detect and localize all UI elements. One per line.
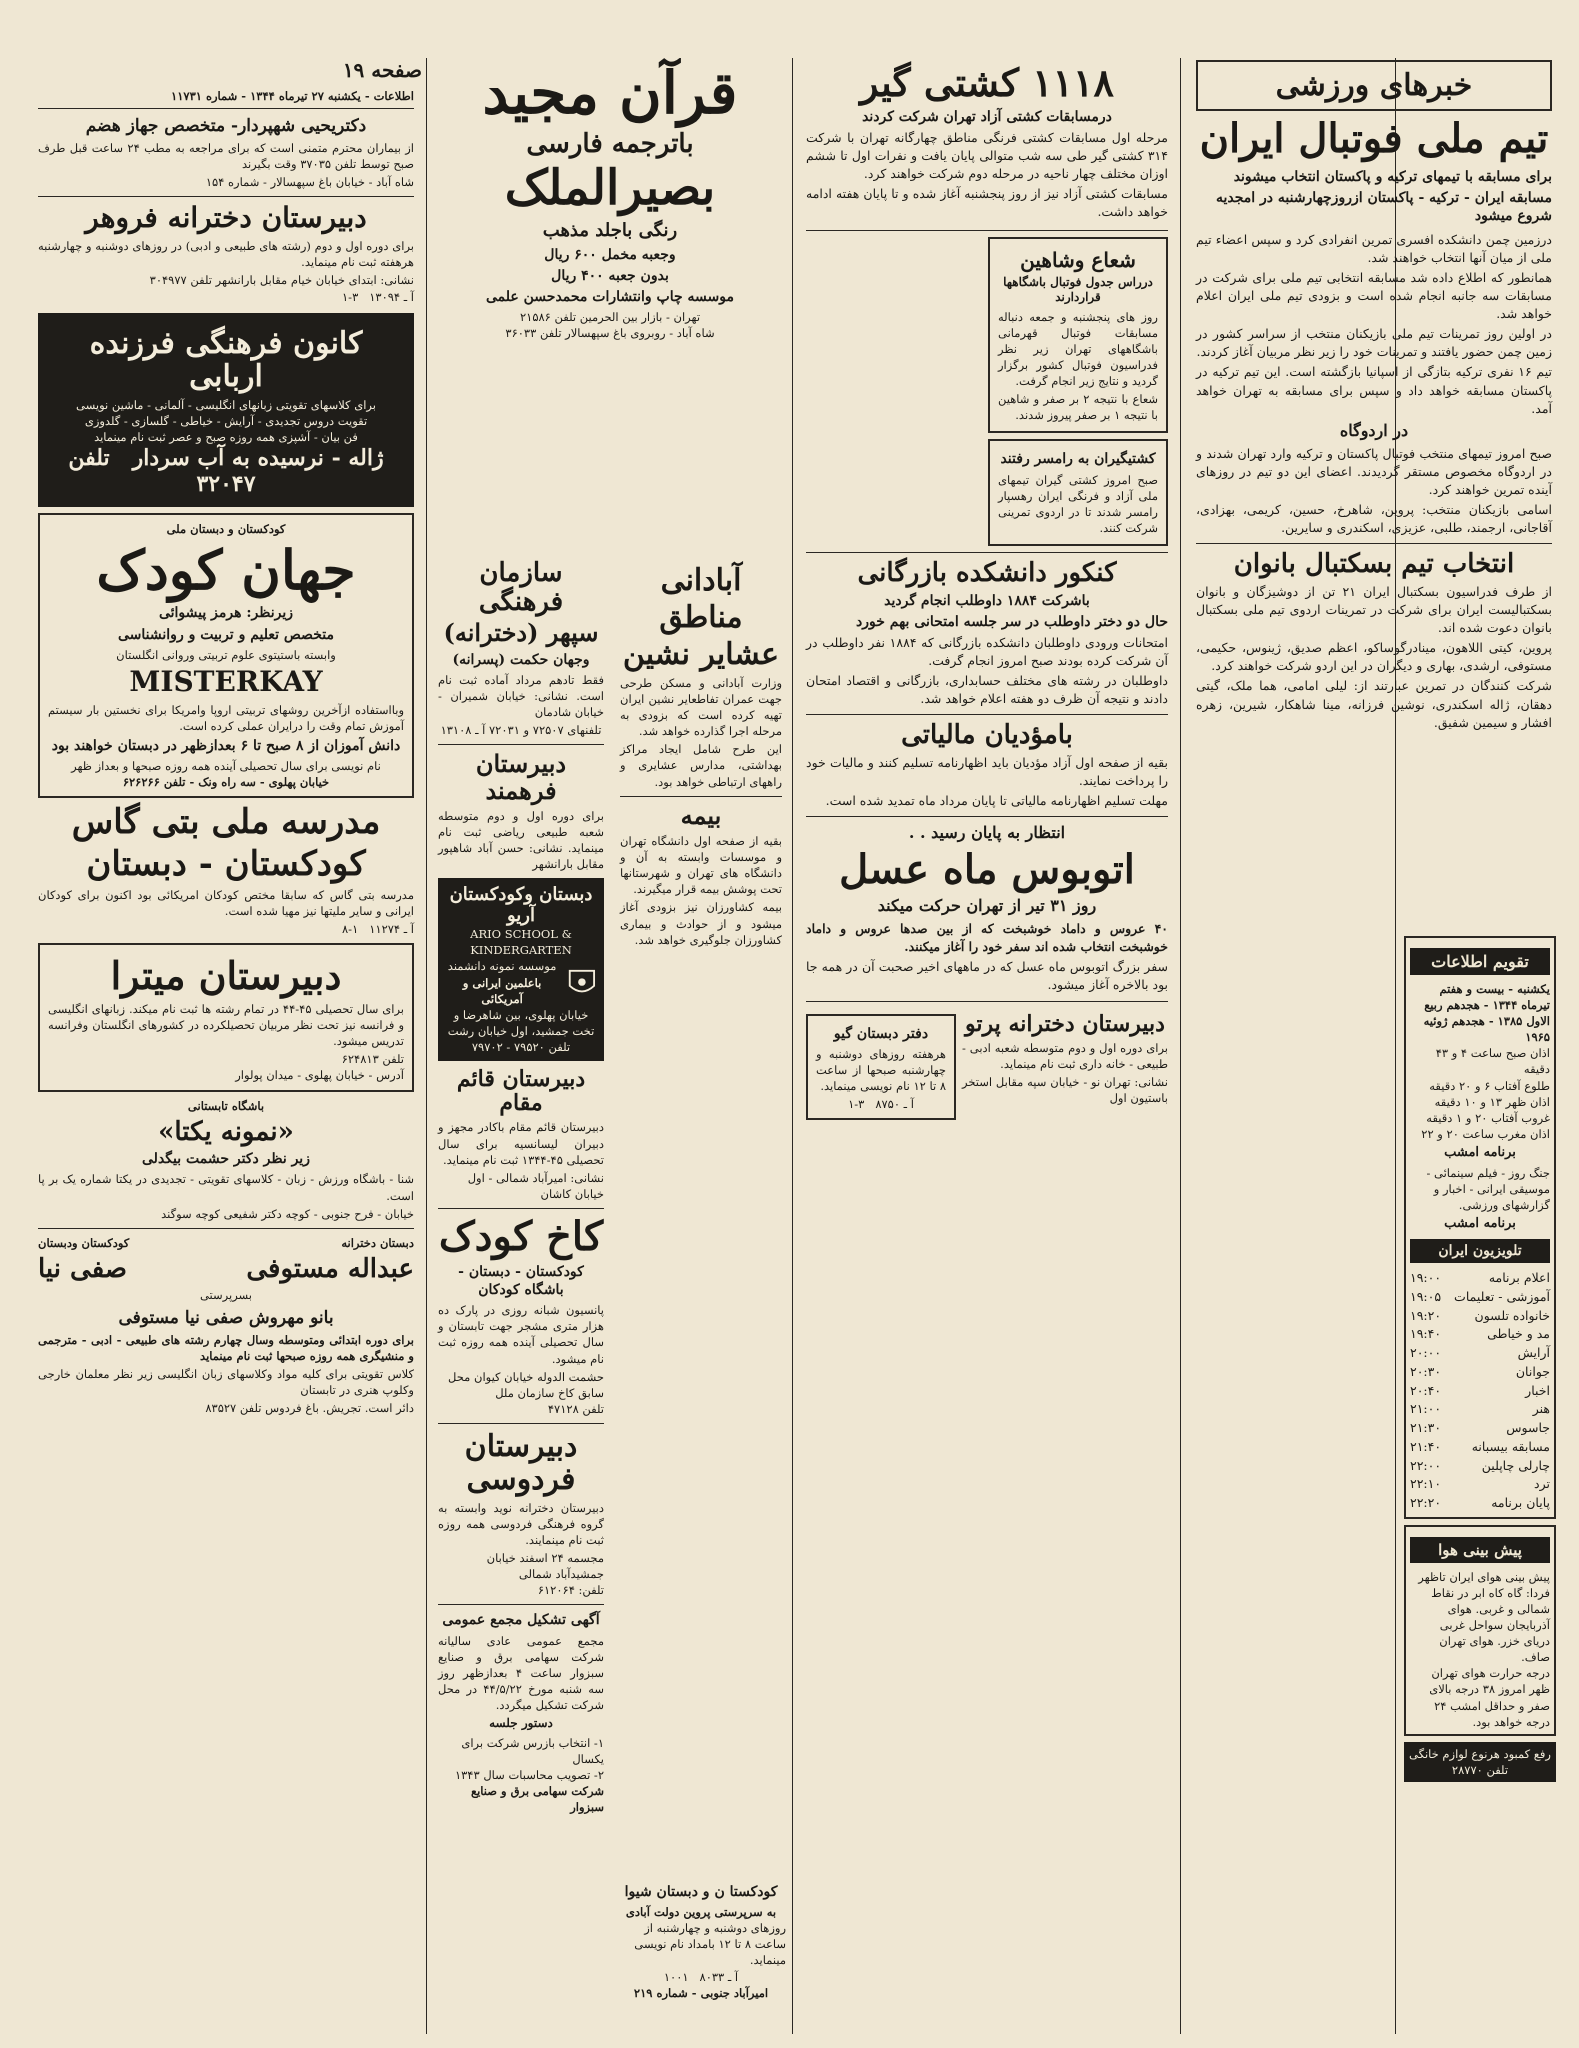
- mitra-address: آدرس - خیابان پهلوی - میدان پولوار: [235, 1068, 404, 1083]
- calendar-time: غروب آفتاب ۲۰ و ۱ دقیقه: [1426, 1110, 1550, 1125]
- tv-item-time: ۲۰:۰۰: [1410, 1345, 1442, 1360]
- page-header: [30, 56, 422, 84]
- wrestlers-mountain-box: [988, 439, 1168, 546]
- tv-item: [1410, 1344, 1550, 1363]
- ferdowsi-address: مجسمه ۲۴ اسفند خیابان جمشیدآباد شمالی: [486, 1551, 604, 1582]
- sepehr-title2: سپهر (دخترانه): [443, 618, 599, 648]
- insurance-body: بقیه از صفحه اول دانشگاه تهران و موسسات وابسته به آن و دانشگاه های تهران و شهرستانها تحت پوشش بیمه قرار میگیرند.: [620, 834, 782, 897]
- tv-item-time: ۲۱:۰۰: [1410, 1401, 1442, 1417]
- assembly-agenda-item: ۲- تصویب محاسبات سال ۱۳۴۳: [454, 1767, 604, 1782]
- quran-subtitle: باترجمه فارسی: [526, 128, 694, 159]
- club-kicker: باشگاه تابستانی: [187, 1098, 265, 1113]
- honeymoon-kicker: انتظار به پایان رسید . .: [908, 823, 1066, 843]
- tv-item-time: ۲۱:۴۰: [1410, 1438, 1442, 1454]
- commerce-body: امتحانات ورودی داوطلبان دانشکده بازرگانی که ۱۸۸۴ نفر داوطلب در آن شرکت کرده بودند صبح امروز انجام گرفت.: [806, 634, 1168, 669]
- mostofi-address: دائر است. تجریش. باغ فردوس تلفن ۸۳۵۲۷: [205, 1400, 414, 1415]
- ario-founder: موسسه نمونه دانشمند: [447, 959, 557, 974]
- kanoon-address: ژاله - نرسیده به آب سردار: [132, 444, 384, 471]
- sepehr-body: فقط تادهم مرداد آماده ثبت نام است. نشانی: خیابان شمیران - خیابان شادمان: [438, 672, 604, 719]
- sepehr-sub: وجهان حکمت (پسرانه): [452, 651, 590, 668]
- club-title: «نمونه یکتا»: [158, 1116, 294, 1147]
- tonight-label: برنامه امشب: [1444, 1144, 1516, 1160]
- jahan-director: زیرنظر: هرمز پیشوائی: [158, 605, 294, 622]
- mostofi-head: بانو مهروش صفی نیا مستوفی: [118, 1307, 334, 1328]
- forouhar-code: آ ـ ۱۳۰۹۴: [369, 289, 414, 304]
- mostofi-kicker: کودکستان ودبستان: [38, 1235, 130, 1250]
- shiva-code2: ۱۰۰۱: [663, 1969, 689, 1984]
- honeymoon-subtitle: روز ۳۱ تیر از تهران حرکت میکند: [877, 896, 1097, 916]
- tv-item-time: ۲۰:۴۰: [1410, 1382, 1442, 1398]
- tv-item-label: چارلی چاپلین: [1481, 1457, 1550, 1473]
- sepehr-phone: تلفنهای ۷۲۵۰۷ و ۷۲۰۳۱ آ ـ ۱۳۱۰۸: [440, 723, 602, 738]
- mostofi-name: صفی نیا: [38, 1253, 127, 1284]
- commerce-bullet: حال دو دختر داوطلب در سر جلسه امتحانی بهم خورد: [856, 613, 1168, 630]
- jahan-kicker: کودکستان و دبستان ملی: [166, 521, 286, 536]
- quran-publisher: موسسه چاپ وانتشارات محمدحسن علمی: [486, 288, 734, 305]
- tv-item-time: ۲۱:۳۰: [1410, 1420, 1442, 1435]
- quran-address: شاه آباد - روبروی باغ سپهسالار تلفن ۳۶۰۳۳: [505, 326, 715, 341]
- sports-column: خبرهای ورزشی تیم ملی فوتبال ایران برای مسابقه با تیمهای ترکیه و پاکستان انتخاب میشوند مسابقه ایران - ترکیه - پاکستان ازروزچهارشنبه در امجدیه شروع میشود درزمین چمن دانشکده افسری تمرین انفرادی کرد و سپس اعضاء تیم ملی از میان آنها انتخاب خواهند شد. همانطور که اطلاع داده شد مسابقه انتخابی تیم ملی برای شرکت در مسابقات سه جانبه انجام شده است و بزودی تیم ملی ایران اعلام خواهد شد. در اولین روز تمرینات تیم ملی بازیکنان منتخب از سراسر کشور در زمین چمن حضور یافتند و تمرینات خود را زیر نظر مربیان آغاز کردند. تیم ۱۶ نفری ترکیه بتازگی از اسپانیا بازگشته است. این تیم ترکیه در پاکستان مسابقه خواهد داد و سپس برای مسابقه به تهران خواهد آمد. در اردوگاه صبح امروز تیمهای منتخب فوتبال پاکستان و ترکیه وارد تهران شدند و در اردوگاه مخصوص مستقر گردیدند. اعضای این دو تیم در روزهای آینده تمرین خواهند کرد. اسامی بازیکنان منتخب: پروین، شاهرخ، حسین، کریمی، بهزادی، آقاجانی، ارجمند، طلبی، عزیزی، اسکندری و سایرین. انتخاب تیم بسکتبال بانوان از طرف فدراسیون بسکتبال ایران ۲۱ تن از دوشیزگان و بانوان بسکتبالیست ایران برای شرکت در تمرینات اردوی تیم ملی بسکتبال بانوان دعوت شده اند. پروین، کیتی اللاهون، مینادرگوساکو، اعظم صدیق، ژینوس، حکیمی، مستوفی، ارشدی، بهاری و دیگران در این اردو شرکت خواهند کرد. شرکت کنندگان در تمرین عبارتند از: لیلی امامی، هما ملک، گیتی دهقان، ژاله اسکندری، نوشین فرزانه، مینا شاهکار، شیرین، زهره افشار و سیمین شفیق.: [1188, 56, 1560, 2036]
- football-table-subtitle: درراس جدول فوتبال باشگاهها قراردارند: [1003, 274, 1153, 305]
- assembly-signer: شرکت سهامی برق و صنایع سبزوار: [470, 1784, 604, 1815]
- betty-code: آ ـ ۱۱۲۷۴: [369, 922, 414, 937]
- calendar-time: اذان صبح ساعت ۴ و ۴۳ دقیقه: [1435, 1046, 1550, 1077]
- calendar-time: اذان مغرب ساعت ۲۰ و ۲۲: [1421, 1126, 1550, 1141]
- tv-item-label: هنر: [1532, 1401, 1550, 1417]
- jahan-latin: MISTERKAY: [129, 664, 323, 698]
- perto-body: برای دوره اول و دوم متوسطه شعبه ادبی - طبیعی - خانه داری ثبت نام مینماید.: [962, 1040, 1168, 1071]
- calendar-column: [1400, 930, 1560, 2036]
- club-director: زیر نظر دکتر حشمت بیگدلی: [142, 1151, 310, 1168]
- qaem-body: دبیرستان قائم مقام باکادر مجهز و دبیران لیسانسیه برای سال تحصیلی ۴۵-۱۳۴۴ ثبت نام مینماید.: [438, 1120, 604, 1167]
- sepehr-title: سازمان فرهنگی: [478, 558, 564, 617]
- shiva-body: روزهای دوشنبه و چهارشنبه از ساعت ۸ تا ۱۲ بامداد نام نویسی مینماید.: [634, 1921, 786, 1968]
- tv-item: [1410, 1288, 1550, 1307]
- jahan-body: وبااستفاده ازآخرین روشهای تربیتی اروپا وامریکا برای نخستین بار سیستم آموزش تمام وقت را درایران عملی کرده است.: [48, 702, 404, 733]
- mostofi-body: برای دوره ابتدائی ومتوسطه وسال چهارم رشته های طبیعی - ادبی - مترجمی و منشیگری همه روزه صبحها ثبت نام مینماید: [38, 1332, 414, 1363]
- commerce-subtitle: باشرکت ۱۸۸۴ داوطلب انجام گردید: [884, 592, 1090, 609]
- tv-item-label: آموزشی - تعلیمات: [1454, 1288, 1550, 1304]
- insurance-title: بیمه: [680, 800, 722, 830]
- ario-teachers: باعلمین ایرانی و آمریکائی: [462, 975, 542, 1006]
- mitra-body: برای سال تحصیلی ۴۵-۴۴ در تمام رشته ها ثبت نام میکند. زبانهای انگلیسی و فرانسه نیز تحت نظر مربیان تحصیلکرده در کشورهای انگلستان وفرانسه تدریس میشود.: [48, 1002, 404, 1049]
- yahya-title: دکتریحیی شهپردار- متخصص جهاز هضم: [85, 116, 367, 137]
- ario-phone: تلفن ۷۹۵۲۰ - ۷۹۷۰۲: [471, 1039, 571, 1054]
- wrestlers-mountain-title: کشتیگیران به رامسر رفتند: [1000, 451, 1156, 468]
- tv-item-time: ۲۰:۳۰: [1410, 1363, 1442, 1379]
- quran-address: تهران - بازار بین الحرمین تلفن ۲۱۵۸۶: [519, 310, 701, 325]
- club-body: شنا - باشگاه ورزش - زبان - کلاسهای تقویتی - تجدیدی در یکتا شماره یک بر پا است.: [38, 1172, 414, 1203]
- giv-title: دفتر دبستان گیو: [833, 1025, 929, 1042]
- quran-box-plain: بدون جعبه ۴۰۰ ریال: [551, 267, 669, 284]
- quran-translator: بصیرالملک: [504, 160, 716, 217]
- tv-item: [1410, 1382, 1550, 1401]
- tv-item-label: اخبار: [1525, 1382, 1550, 1398]
- tv-item-time: ۱۹:۰۵: [1410, 1288, 1442, 1304]
- mitra-ad: [38, 943, 414, 1091]
- tv-item-label: جاسوس: [1506, 1420, 1550, 1435]
- mostofi-kicker: دبستان دخترانه: [341, 1235, 414, 1250]
- page-number: صفحه ۱۹: [342, 58, 422, 82]
- yahya-body: از بیماران محترم متمنی است که برای مراجعه به مطب ۲۴ ساعت قبل طرف صبح توسط تلفن ۳۷۰۳۵ وقت بگیرند: [38, 141, 414, 172]
- nomads-headline: آبادانی: [660, 563, 742, 598]
- tv-schedule: [1410, 1269, 1550, 1513]
- calendar-day: یکشنبه - بیست و هفتم تیرماه ۱۳۴۴ - هجدهم ربیع الاول ۱۳۸۵ - هجدهم ژوئیه ۱۹۶۵: [1423, 982, 1550, 1045]
- forouhar-body: برای دوره اول و دوم (رشته های طبیعی و ادبی) در روزهای دوشنبه و چهارشنبه هرهفته ثبت نام مینماید.: [38, 239, 414, 270]
- tv-item-time: ۱۹:۰۰: [1410, 1270, 1442, 1285]
- commerce-title: کنکور دانشکده بازرگانی: [857, 558, 1117, 589]
- wrestling-headline: ۱۱۱۸ کشتی گیر: [860, 60, 1114, 105]
- kanoon-line: فن بیان - آشپزی همه روزه صبح و عصر ثبت نام مینماید: [94, 429, 358, 444]
- giv-code: آ ـ ۸۷۵۰: [875, 1097, 914, 1112]
- honeymoon-title: اتوبوس ماه عسل: [839, 846, 1135, 894]
- weather-box: پیش بینی هوا پیش بینی هوای ایران تاظهر فردا: گاه کاه ابر در نقاط شمالی و غربی. هوای آذربایجان سواحل غربی دریای خزر. هوای تهران صاف. درجه حرارت هوای تهران ظهر امروز ۳۸ درجه بالای صفر و حداقل امشب ۲۴ درجه خواهد بود.: [1404, 1525, 1556, 1736]
- school-ads-column: [432, 555, 610, 2036]
- calendar-time: اذان ظهر ۱۳ و ۱۰ دقیقه: [1434, 1094, 1550, 1109]
- ferdowsi-title: دبیرستان فردوسی: [464, 1428, 578, 1497]
- mitra-title: دبیرستان میترا: [110, 953, 342, 999]
- jahan-hours: دانش آموزان از ۸ صبح تا ۶ بعدازظهر در دبستان خواهند بود: [51, 737, 401, 754]
- ario-latin: ARIO SCHOOL & KINDERGARTEN: [470, 927, 572, 958]
- tv-item-label: اعلام برنامه: [1488, 1270, 1550, 1285]
- kanoon-title: کانون فرهنگی فرزنده اربابی: [89, 325, 363, 394]
- quran-box-velvet: وجعبه مخمل ۶۰۰ ریال: [544, 246, 676, 263]
- club-address: خیابان - فرح جنوبی - کوچه دکتر شفیعی کوچه سوگند: [161, 1206, 414, 1221]
- kakh-body: پانسیون شبانه روزی در پارک ده هزار متری مشجر جهت تابستان و سال تحصیلی آینده همه روزه ثبت نام میشود.: [438, 1303, 604, 1366]
- appliance-ad: [1404, 1742, 1556, 1782]
- kakh-title: کاخ کودک: [438, 1212, 604, 1260]
- tv-item: [1410, 1400, 1550, 1419]
- nomads-column: آبادانی مناطق عشایر نشین وزارت آبادانی و مسکن طرحی جهت عمران تفاطعایر نشین ایران تهیه کرده است که بزودی به مرحله اجرا گذارده خواهد شد. این طرح شامل ایجاد مراکز بهداشتی، مدارس عشایری و راههای ارتباطی خواهد بود. بیمه بقیه از صفحه اول دانشگاه تهران و موسسات وابسته به آن و دانشگاه های تهران و شهرستانها تحت پوشش بیمه قرار میگیرند. بیمه کشاورزان نیز بزودی آغاز میشود و از حوادث و بیماری کشاورزان جلوگیری خواهد شد.: [620, 563, 782, 947]
- tv-item: [1410, 1475, 1550, 1494]
- farahmand-title: دبیرستان فرهمند: [475, 749, 567, 805]
- tv-item: [1410, 1363, 1550, 1382]
- basketball-body: از طرف فدراسیون بسکتبال ایران ۲۱ تن از دوشیزگان و بانوان بسکتبالیست ایران برای شرکت در تمرینات اردوی تیم ملی بسکتبال بانوان دعوت شده اند.: [1196, 583, 1553, 636]
- sports-section-box: [1196, 60, 1552, 111]
- giv-code2: ۳-۱: [848, 1097, 865, 1112]
- quran-title: قرآن مجید: [482, 59, 738, 127]
- mitra-phone: تلفن ۶۲۴۸۱۳: [341, 1052, 404, 1067]
- tv-item: [1410, 1307, 1550, 1326]
- column-rule: [426, 58, 427, 2034]
- nomads-headline: عشایر نشین: [622, 637, 780, 672]
- ferdowsi-phone: تلفن: ۶۱۲۰۶۴: [537, 1583, 604, 1598]
- sports-bullet: برای مسابقه با تیمهای ترکیه و پاکستان انتخاب میشوند: [1233, 169, 1552, 185]
- assembly-agenda-item: ۱- انتخاب بازرس شرکت برای یکسال: [461, 1735, 604, 1766]
- weather-body: پیش بینی هوای ایران تاظهر فردا: گاه کاه ابر در نقاط شمالی و غربی. هوای آذربایجان سواحل غربی دریای خزر. هوای تهران صاف.: [1418, 1569, 1550, 1665]
- assembly-agenda-title: دستور جلسه: [489, 1716, 553, 1731]
- taxpayers-title: بامؤدیان مالیاتی: [901, 720, 1073, 751]
- tv-item: [1410, 1457, 1550, 1476]
- news-column: ۱۱۱۸ کشتی گیر درمسابقات کشتی آزاد تهران شرکت کردند مرحله اول مسابقات کشتی فرنگی مناطق چهارگانه تهران با شرکت ۳۱۴ کشتی گیر طی سه شب متوالی پایان یافت و نفرات اول تا ششم اوزان مختلف چهار ناحیه در مرحله دوم شرکت خواهند کرد. مسابقات کشتی آزاد نیز از روز پنجشنبه آغاز شده و تا پایان هفته ادامه خواهد داشت. شعاع وشاهین درراس جدول فوتبال باشگاهها قراردارند روز های پنجشنبه و جمعه دنباله مسابقات فوتبال قهرمانی باشگاههای تهران زیر نظر فدراسیون فوتبال کشور برگزار گردید و نتایج زیر انجام گرفت. شعاع با نتیجه ۲ بر صفر و شاهین با نتیجه ۱ بر صفر پیروز شدند. کشتیگیران به رامسر رفتند صبح امروز کشتی گیران تیمهای ملی آزاد و فرنگی ایران رهسپار رامسر شدند تا در اردوی تمرینی شرکت کنند. کنکور دانشکده بازرگانی باشرکت ۱۸۸۴ داوطلب انجام گردید حال دو دختر داوطلب در سر جلسه امتحانی بهم خورد امتحانات ورودی داوطلبان دانشکده بازرگانی که ۱۸۸۴ نفر داوطلب در آن شرکت کرده بودند صبح امروز انجام گرفت. داوطلبان در رشته های مختلف حسابداری، بازرگانی و اقتصاد امتحان دادند و نتیجه آن ظرف دو هفته اعلام خواهد شد. بامؤدیان مالیاتی بقیه از صفحه اول آزاد مؤدیان باید اظهارنامه تسلیم کنند و مالیات خود را پرداخت نمایند. مهلت تسلیم اظهارنامه مالیاتی تا پایان مرداد ماه تمدید شده است. انتظار به پایان رسید . . اتوبوس ماه عسل روز ۳۱ تیر از تهران حرکت میکند ۴۰ عروس و داماد خوشبخت که از بین صدها عروس و داماد خوشبخت انتخاب شده اند سفر خود را آغاز میکنند. سفر بزرگ اتوبوس ماه عسل که در ماههای اخیر صحبت آن در همه جا بود بالاخره آغاز میشود. دبیرستان دخترانه پرتو برای دوره اول و دوم متوسطه شعبه ادبی - طبیعی - خانه داری ثبت نام مینماید. نشانی: تهران نو - خیابان سپه مقابل استخر باستیون اول دفتر دبستان گیو هرهفته روزهای دوشنبه و چهارشنبه صبحها از ساعت ۸ تا ۱۲ نام نویسی مینماید. آ ـ ۸۷۵۰ ۳-۱: [798, 58, 1176, 2036]
- wrestling-body: مرحله اول مسابقات کشتی فرنگی مناطق چهارگانه تهران با شرکت ۳۱۴ کشتی گیر طی سه شب متوالی پایان یافت و نفرات اول تا ششم اوزان مختلف چهار ناحیه در مرحله دوم شرکت خواهند کرد.: [806, 129, 1168, 182]
- quran-ad: [432, 58, 788, 548]
- shiva-sub: به سرپرستی پروین دولت آبادی: [625, 1905, 777, 1920]
- training-title: در اردوگاه: [1339, 420, 1409, 440]
- mostofi-name: عبداله مستوفی: [246, 1253, 414, 1284]
- jahan-spec: متخصص تعلیم و تربیت و روانشناسی: [118, 626, 334, 643]
- forouhar-address: نشانی: ابتدای خیابان خیام مقابل بارانشهر تلفن ۳۰۴۹۷۷: [149, 273, 414, 288]
- ario-emblem-icon: [566, 966, 598, 1000]
- taxpayers-body: بقیه از صفحه اول آزاد مؤدیان باید اظهارنامه تسلیم کنند و مالیات خود را پرداخت نمایند.: [806, 755, 1168, 789]
- football-table-title: شعاع وشاهین: [1020, 247, 1136, 272]
- giv-body: هرهفته روزهای دوشنبه و چهارشنبه صبحها از ساعت ۸ تا ۱۲ نام نویسی مینماید.: [816, 1046, 946, 1093]
- calendar-box: تقویم اطلاعات یکشنبه - بیست و هفتم تیرماه ۱۳۴۴ - هجدهم ربیع الاول ۱۳۸۵ - هجدهم ژوئیه ۱۹۶۵ اذان صبح ساعت ۴ و ۴۳ دقیقه طلوع آفتاب ۶ و ۲۰ دقیقه اذان ظهر ۱۳ و ۱۰ دقیقه غروب آفتاب ۲۰ و ۱ دقیقه اذان مغرب ساعت ۲۰ و ۲۲ برنامه امشب جنگ روز - فیلم سینمائی - موسیقی ایرانی - اخبار و گزارشهای ورزشی. برنامه امشب تلویزیون ایران اعلام برنامه ۱۹:۰۰ آموزشی - تعلیمات ۱۹:۰۵ خانواده تلسون ۱۹:۲۰ مد و خیاطی ۱۹:۴۰ آرایش ۲۰:۰۰ جوانان ۲۰:۳۰ اخبار ۲۰:۴۰ هنر ۲۱:۰۰ جاسوس ۲۱:۳۰ مسابقه بیسبانه ۲۱:۴۰ چارلی چاپلین ۲۲:۰۰ ترد ۲۲:۱۰ پایان برنامه ۲۲:۲۰: [1404, 936, 1556, 1519]
- wrestlers-mountain-body: صبح امروز کشتی گیران تیمهای ملی آزاد و فرنگی ایران رهسپار رامسر شدند تا در اردوی تمرینی شرکت کنند.: [998, 472, 1158, 535]
- tv-item-label: پایان برنامه: [1491, 1495, 1550, 1510]
- mostofi-extra: کلاس تقویتی برای کلیه مواد وکلاسهای زبان انگلیسی زیر نظر معلمان خارجی وکلوپ هنری در تابستان: [38, 1366, 414, 1397]
- shiva-ad: [612, 1880, 790, 2036]
- mostofi-supervision: بسرپرستی: [199, 1288, 253, 1303]
- betty-title: مدرسه ملی بتی گاس: [71, 802, 381, 843]
- jahan-ad: [38, 513, 414, 798]
- date-line: اطلاعات - یکشنبه ۲۷ تیرماه ۱۳۴۴ - شماره ۱۱۷۳۱: [38, 88, 414, 109]
- tv-item-label: مد و خیاطی: [1487, 1326, 1550, 1342]
- perto-address: نشانی: تهران نو - خیابان سپه مقابل استخر باستیون اول: [962, 1074, 1168, 1106]
- tv-item: [1410, 1494, 1550, 1513]
- farahmand-body: برای دوره اول و دوم متوسطه شعبه طبیعی ریاضی ثبت نام مینماید. نشانی: حسن آباد شاهپور مقابل بارانشهر: [438, 808, 604, 872]
- weather-title: پیش بینی هوا: [1410, 1537, 1550, 1563]
- perto-title: دبیرستان دخترانه پرتو: [965, 1010, 1165, 1037]
- shiva-address: امیرآباد جنوبی - شماره ۲۱۹: [633, 1985, 769, 2000]
- honeymoon-lead: ۴۰ عروس و داماد خوشبخت که از بین صدها عروس و داماد خوشبخت انتخاب شده اند سفر خود را آغاز میکنند.: [806, 921, 1168, 955]
- tv-item-label: مسابقه بیسبانه: [1471, 1438, 1550, 1454]
- kanoon-line: تقویت دروس تجدیدی - آرایش - خیاطی - گلسازی - گلدوزی: [84, 413, 368, 428]
- assembly-body: مجمع عمومی عادی سالیانه شرکت سهامی برق و صنایع سبزوار ساعت ۴ بعدازظهر روز سه شنبه مورخ ۴۴/۵/۲۲ در محل شرکت تشکیل میگردد.: [438, 1633, 604, 1713]
- tv-item: [1410, 1325, 1550, 1344]
- yahya-address: شاه آباد - خیابان باغ سپهسالار - شماره ۱۵۴: [205, 175, 414, 190]
- tv-item-label: آرایش: [1517, 1345, 1550, 1360]
- wrestling-subtitle: درمسابقات کشتی آزاد تهران شرکت کردند: [862, 108, 1112, 125]
- ario-address: خیابان پهلوی، بین شاهرضا و تخت جمشید، اول خیابان رشت: [447, 1007, 595, 1038]
- jahan-title: جهان کودک: [96, 538, 356, 603]
- betty-code2: ۱-۸: [341, 922, 359, 937]
- tv-item: [1410, 1438, 1550, 1457]
- tv-item: [1410, 1269, 1550, 1288]
- nomads-body: وزارت آبادانی و مسکن طرحی جهت عمران تفاطعایر نشین ایران تهیه کرده است که بزودی به مرحله اجرا گذارده خواهد شد.: [620, 676, 782, 739]
- kakh-sub: کودکستان - دبستان - باشگاه کودکان: [458, 1263, 584, 1299]
- ferdowsi-body: دبیرستان دخترانه نوید وابسته به گروه فرهنگی فردوسی همه روزه ثبت نام مینمایند.: [438, 1500, 604, 1548]
- tv-title: تلویزیون ایران: [1410, 1239, 1550, 1263]
- shiva-code: آ ـ ۸۰۳۳: [699, 1969, 739, 1984]
- football-table-box: شعاع وشاهین درراس جدول فوتبال باشگاهها قراردارند روز های پنجشنبه و جمعه دنباله مسابقات فوتبال قهرمانی باشگاههای تهران زیر نظر فدراسیون فوتبال کشور برگزار گردید و نتایج زیر انجام گرفت. شعاع با نتیجه ۲ بر صفر و شاهین با نتیجه ۱ بر صفر پیروز شدند.: [988, 237, 1168, 434]
- basketball-title: انتخاب تیم بسکتبال بانوان: [1233, 549, 1515, 580]
- betty-title2: کودکستان - دبستان: [86, 843, 366, 884]
- kakh-phone: تلفن ۴۷۱۲۸: [547, 1401, 604, 1416]
- shiva-title: کودکستا ن و دبستان شیوا: [624, 1884, 778, 1900]
- tv-item-time: ۱۹:۴۰: [1410, 1326, 1442, 1342]
- column-rule: [1180, 58, 1181, 2034]
- jahan-address: خیابان پهلوی - سه راه ونک - تلفن ۶۲۶۲۶۶: [122, 775, 330, 790]
- tv-item-time: ۲۲:۱۰: [1410, 1476, 1442, 1492]
- quran-binding: رنگی باجلد مذهب: [542, 220, 678, 242]
- qaem-address: نشانی: امیرآباد شمالی - اول خیابان کاشان: [467, 1170, 604, 1201]
- calendar-time: طلوع آفتاب ۶ و ۲۰ دقیقه: [1429, 1078, 1550, 1093]
- kanoon-line: برای کلاسهای تقویتی زبانهای انگلیسی - آلمانی - ماشین نویسی: [76, 397, 376, 412]
- forouhar-code2: ۳-۱: [341, 289, 359, 304]
- giv-box: [806, 1014, 956, 1121]
- betty-body: مدرسه بتی گاس که سابقا مختص کودکان امریکائی بود اکنون برای کودکان ایرانی و سایر ملیتها نیز مهیا شده است.: [38, 888, 414, 919]
- tv-item-time: ۲۲:۲۰: [1410, 1495, 1442, 1510]
- tv-item-label: خانواده تلسون: [1474, 1307, 1550, 1323]
- tv-item: [1410, 1419, 1550, 1438]
- sports-section-title: خبرهای ورزشی: [1275, 68, 1473, 103]
- appliance-ad-text: رفع کمبود هرنوع لوازم خانگی: [1409, 1746, 1551, 1761]
- tv-item-label: ترد: [1534, 1476, 1550, 1492]
- sports-body: درزمین چمن دانشکده افسری تمرین انفرادی کرد و سپس اعضاء تیم ملی از میان آنها انتخاب خواهند شد.: [1196, 231, 1552, 265]
- tv-item-time: ۱۹:۲۰: [1410, 1307, 1442, 1323]
- qaem-title: دبیرستان قائم مقام: [456, 1066, 586, 1117]
- forouhar-title: دبیرستان دخترانه فروهر: [85, 201, 367, 235]
- nomads-headline: مناطق: [659, 600, 743, 635]
- sports-bullet: مسابقه ایران - ترکیه - پاکستان ازروزچهارشنبه در امجدیه شروع میشود: [1215, 190, 1552, 225]
- jahan-affil: وابسته باستیتوی علوم تربیتی وروانی انگلستان: [116, 647, 336, 662]
- calendar-title: تقویم اطلاعات: [1410, 948, 1550, 975]
- kakh-address: حشمت الدوله خیابان کیوان محل سابق کاخ سازمان ملل: [448, 1369, 604, 1400]
- assembly-title: آگهی تشکیل مجمع عمومی: [442, 1612, 600, 1629]
- honeymoon-body: سفر بزرگ اتوبوس ماه عسل که در ماههای اخیر صحبت آن در همه جا بود بالاخره آغاز میشود.: [806, 959, 1168, 993]
- kanoon-ad: [38, 313, 414, 507]
- appliance-ad-phone: تلفن ۲۸۷۷۰: [1451, 1762, 1509, 1777]
- left-ads-column: [30, 88, 422, 2036]
- football-table-body: روز های پنجشنبه و جمعه دنباله مسابقات فوتبال قهرمانی باشگاههای تهران زیر نظر فدراسیون فوتبال کشور برگزار گردید و نتایج زیر انجام گرفت.: [998, 309, 1158, 389]
- ario-ad: [438, 878, 604, 1061]
- jahan-reg: نام نویسی برای سال تحصیلی آینده همه روزه صبحها و بعداز ظهر: [71, 759, 381, 774]
- tv-item-label: جوانان: [1515, 1363, 1550, 1379]
- tv-item-time: ۲۲:۰۰: [1410, 1457, 1442, 1473]
- ario-title: دبستان وکودکستان آریو: [449, 884, 593, 927]
- sports-headline: تیم ملی فوتبال ایران: [1199, 115, 1549, 162]
- kanoon-phone: تلفن ۳۲۰۴۷: [68, 444, 256, 497]
